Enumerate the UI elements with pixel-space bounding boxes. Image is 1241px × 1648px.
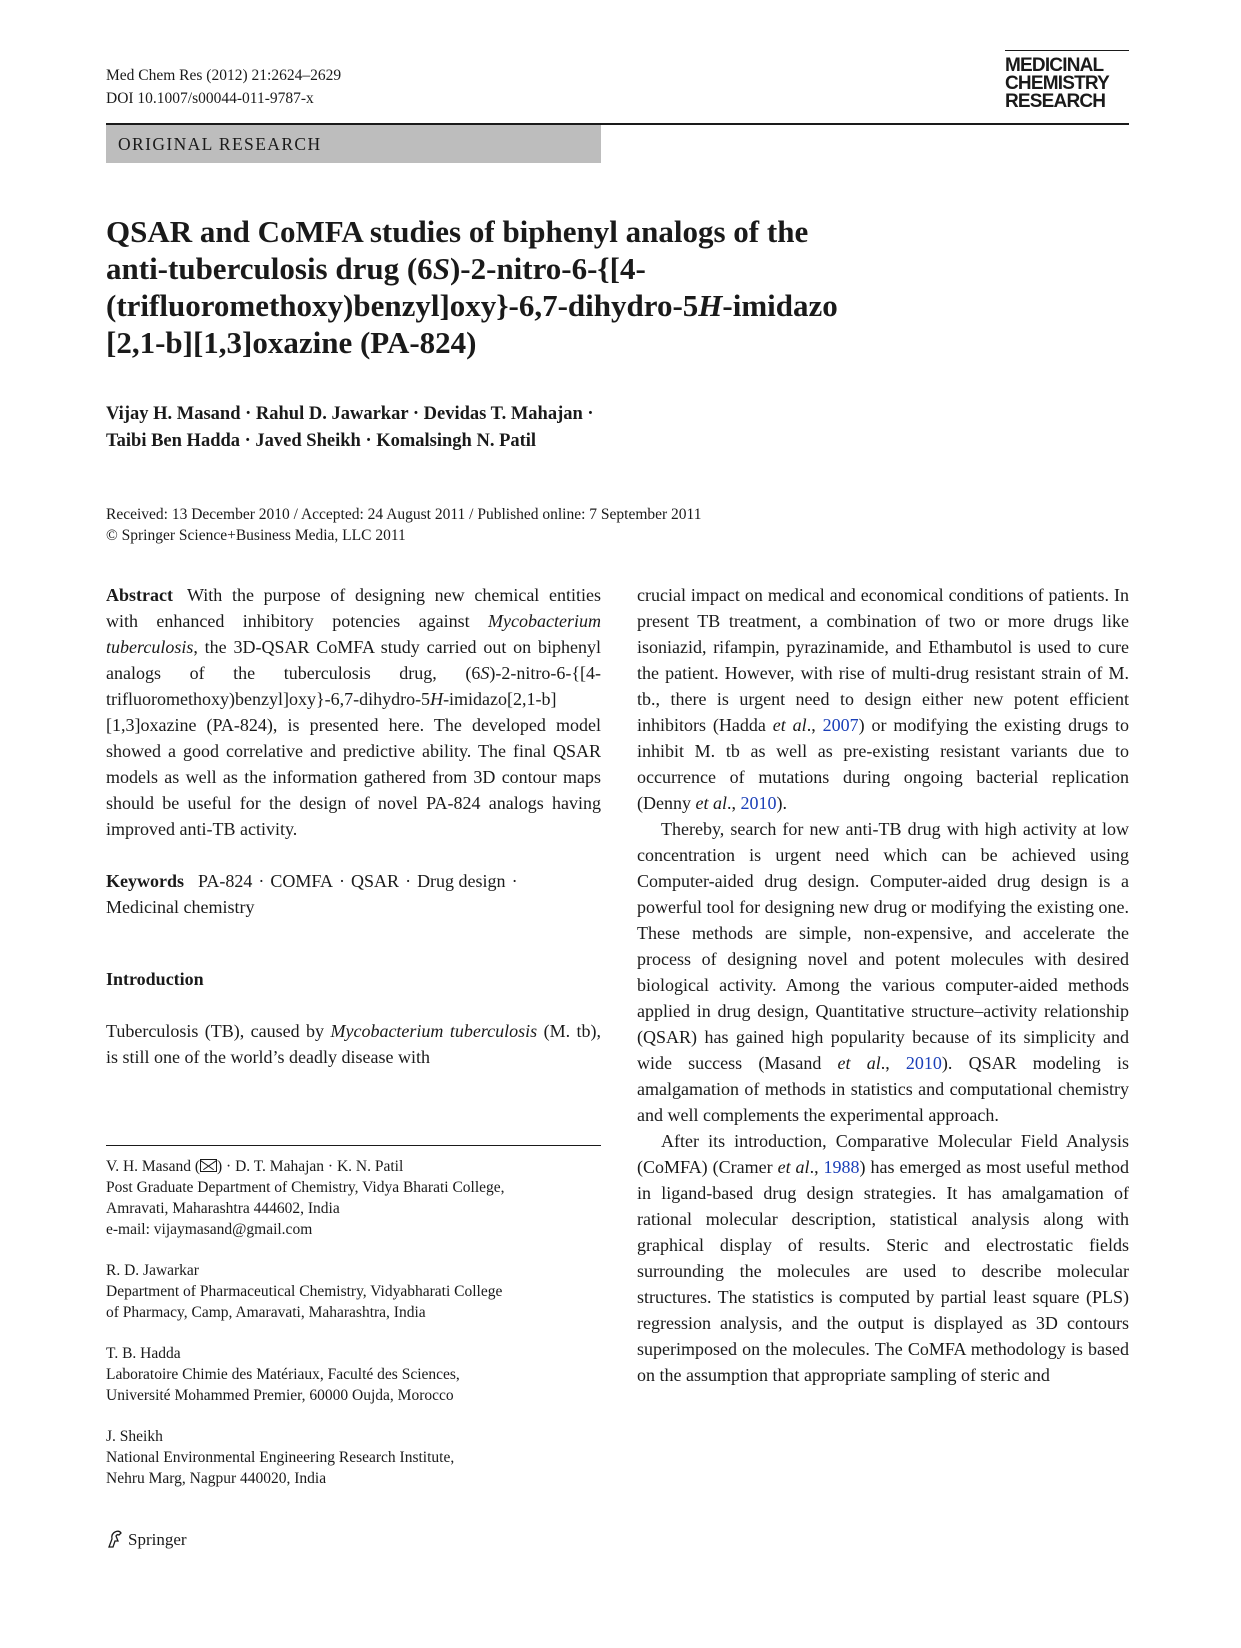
body-text: ) has emerged as most useful method in ligand-based drug design strategies. It has amalgamation of rational molecular description, statistical analysis along with graphical display of results. Steric and electrostatic fields surrounding the molecules are used to describe molecular structures. The statistics is computed by partial least square (PLS) regression analysis, and the output is displayed as 3D contours superimposed on the molecules. The CoMFA methodology is based on the assumption that appropriate sampling of steric and — [637, 1157, 1130, 1385]
body-text: ., — [806, 715, 823, 735]
right-column — [637, 582, 1129, 1388]
affil-line: Nehru Marg, Nagpur 440020, India — [106, 1470, 327, 1487]
section-banner: ORIGINAL RESEARCH — [106, 125, 601, 163]
keywords: Keywords PA-824 · COMFA · QSAR · Drug design · Medicinal chemistry — [106, 871, 518, 917]
affil-line: Department of Pharmaceutical Chemistry, Vidyabharati College — [106, 1283, 503, 1300]
body-text: ). QSAR modeling is amalgamation of methods in statistics and computational chemistry and well complements the experimental approach. — [637, 1053, 1129, 1125]
authors-line: Vijay H. Masand · Rahul D. Jawarkar · Devidas T. Mahajan · — [106, 404, 594, 424]
abstract-text: With the purpose of designing new chemical entities with enhanced inhibitory potencies against — [106, 585, 601, 631]
affiliation-block — [106, 1156, 601, 1240]
title-line: QSAR and CoMFA studies of biphenyl analogs of the — [106, 214, 809, 249]
affil-names: V. H. Masand ( — [106, 1158, 200, 1175]
left-column — [106, 582, 601, 1070]
affiliation-block — [106, 1260, 601, 1323]
et-al: et al — [772, 715, 807, 735]
keywords-label: Keywords — [106, 871, 184, 891]
title-text: (trifluoromethoxy)benzyl]oxy}-6,7-dihydro-5 — [106, 288, 699, 323]
authors-line: Taibi Ben Hadda · Javed Sheikh · Komalsingh N. Patil — [106, 431, 537, 451]
affil-line: Université Mohammed Premier, 60000 Oujda, Morocco — [106, 1387, 454, 1404]
journal-logo — [1005, 50, 1129, 111]
citation-link[interactable]: 2007 — [822, 715, 859, 735]
title-text: anti-tuberculosis drug (6 — [106, 251, 433, 286]
affil-line: National Environmental Engineering Research Institute, — [106, 1449, 455, 1466]
keyword: Drug design — [417, 871, 506, 891]
abstract-text: )-2-nitro-6-{[4-trifluoromethoxy)benzyl]oxy}-6,7-dihydro-5 — [106, 663, 601, 709]
body-paragraph — [637, 582, 1129, 816]
citation-link[interactable]: 2010 — [905, 1053, 942, 1073]
keyword: Medicinal chemistry — [106, 897, 255, 917]
body-text: After its introduction, Comparative Molecular Field Analysis (CoMFA) (Cramer — [637, 1131, 1129, 1177]
body-text: ., — [809, 1157, 824, 1177]
body-text: ) or modifying the existing drugs to inhibit M. tb as well as pre-existing resistant variants due to occurrence of mutations during ongoing bacterial replication (Denny — [637, 715, 1129, 813]
section-heading-introduction: Introduction — [106, 969, 204, 989]
springer-horse-icon — [106, 1529, 124, 1549]
journal-citation: Med Chem Res (2012) 21:2624–2629 — [106, 67, 342, 84]
body-text: Thereby, search for new anti-TB drug with high activity at low concentration is urgent need which can be achieved using Computer-aided drug design. Computer-aided drug design is a powerful tool for designing new drug or modifying the existing one. These methods are simple, non-expensive, and accelerate the process of designing novel and potent molecules with desired biological activity. Among the various computer-aided methods applied in drug design, Quantitative structure–activity relationship (QSAR) has gained high popularity because of its simplicity and wide success (Masand — [637, 819, 1129, 1073]
et-al: et al — [695, 793, 727, 813]
abstract-label: Abstract — [106, 585, 173, 605]
dates: Received: 13 December 2010 / Accepted: 24 August 2011 / Published online: 7 September 2011 — [106, 506, 702, 523]
affiliation-block — [106, 1426, 601, 1489]
journal-reference — [106, 64, 341, 110]
keyword: PA-824 — [198, 871, 253, 891]
copyright: © Springer Science+Business Media, LLC 2011 — [106, 527, 406, 544]
abstract — [106, 582, 601, 842]
body-text: ., — [880, 1053, 906, 1073]
publisher-name: Springer — [128, 1530, 187, 1549]
affil-line: Laboratoire Chimie des Matériaux, Faculté des Sciences, — [106, 1366, 460, 1383]
abstract-italic: H — [430, 689, 444, 709]
body-italic: Mycobacterium tuberculosis — [330, 1021, 538, 1041]
affil-line: Amravati, Maharashtra 444602, India — [106, 1200, 340, 1217]
title-italic: S — [432, 251, 450, 286]
affiliation-block — [106, 1343, 601, 1406]
abstract-text: , the 3D-QSAR CoMFA study carried out on biphenyl analogs of the tuberculosis drug, (6 — [106, 637, 601, 683]
keyword: QSAR — [351, 871, 400, 891]
abstract-text: -imidazo[2,1-b][1,3]oxazine (PA-824), is presented here. The developed model showed a good correlative and predictive ability. The final QSAR models as well as the information gathered from 3D contour maps should be useful for the design of novel PA-824 analogs having improved anti-TB activity. — [106, 689, 601, 839]
title-line: [2,1-b][1,3]oxazine (PA-824) — [106, 325, 477, 360]
abstract-italic: Mycobacterium tuberculosis — [106, 611, 601, 657]
title-text: -imidazo — [722, 288, 838, 323]
footnote-rule — [106, 1145, 601, 1146]
affil-names: ) · D. T. Mahajan · K. N. Patil — [217, 1158, 404, 1175]
affiliations — [106, 1156, 601, 1509]
affil-line: Post Graduate Department of Chemistry, Vidya Bharati College, — [106, 1179, 505, 1196]
body-text: ). — [776, 793, 787, 813]
publisher-footer — [106, 1528, 187, 1552]
body-text: crucial impact on medical and economical conditions of patients. In present TB treatment, a combination of two or more drugs like isoniazid, rifampin, pyrazinamide, and Ethambutol is used to cure the patient. However, with rise of multi-drug resistant strain of M. tb., there is urgent need to design either new potent efficient inhibitors (Hadda — [637, 585, 1129, 735]
logo-line: CHEMISTRY — [1005, 73, 1109, 94]
email-link[interactable]: e-mail: vijaymasand@gmail.com — [106, 1221, 313, 1238]
body-text: Tuberculosis (TB), caused by — [106, 1021, 331, 1041]
doi[interactable]: DOI 10.1007/s00044-011-9787-x — [106, 90, 314, 107]
publication-history — [106, 504, 1006, 546]
citation-link[interactable]: 2010 — [740, 793, 777, 813]
body-paragraph — [637, 816, 1129, 1128]
affil-names: R. D. Jawarkar — [106, 1262, 199, 1279]
intro-paragraph — [106, 1018, 601, 1070]
body-text: (M. tb), is still one of the world’s deadly disease with — [106, 1021, 601, 1067]
affil-line: of Pharmacy, Camp, Amaravati, Maharashtra, India — [106, 1304, 426, 1321]
abstract-italic: S — [480, 663, 490, 683]
affil-names: T. B. Hadda — [106, 1345, 181, 1362]
envelope-icon — [200, 1159, 217, 1172]
logo-line: MEDICINAL — [1005, 55, 1104, 76]
body-paragraph — [637, 1128, 1129, 1388]
logo-line: RESEARCH — [1005, 91, 1106, 112]
et-al: et al — [777, 1157, 810, 1177]
affil-names: J. Sheikh — [106, 1428, 163, 1445]
article-title — [106, 213, 1006, 361]
et-al: et al — [837, 1053, 881, 1073]
body-text: ., — [726, 793, 741, 813]
title-text: )-2-nitro-6-{[4- — [449, 251, 646, 286]
title-italic: H — [698, 288, 723, 323]
author-list — [106, 401, 1006, 455]
keyword: COMFA — [270, 871, 334, 891]
citation-link[interactable]: 1988 — [823, 1157, 860, 1177]
